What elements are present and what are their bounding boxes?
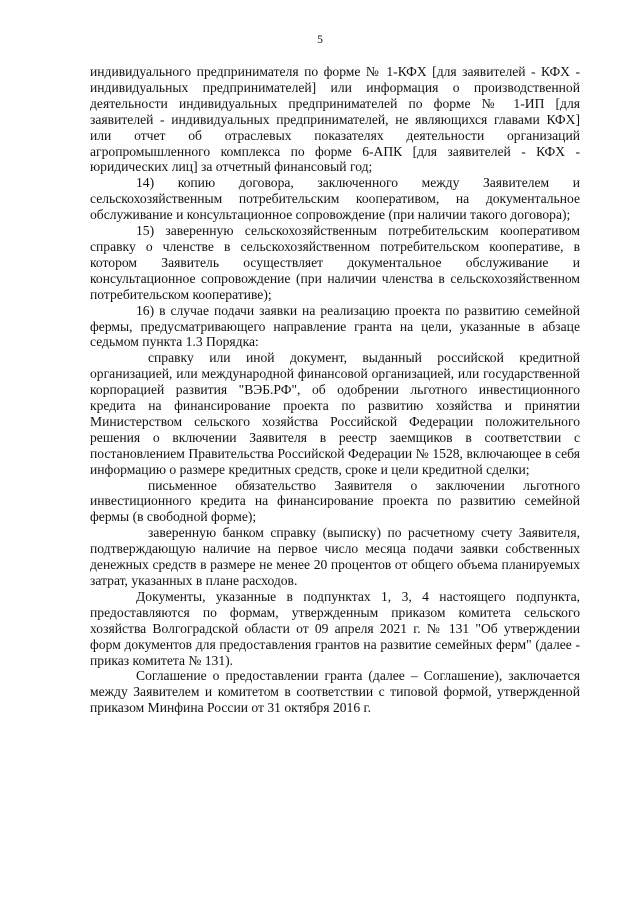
paragraph-agreement: Соглашение о предоставлении гранта (далее – Соглашение), заключается между Заявителем и комитетом в соответствии с типовой формой, утвержденной приказом Минфина России от 31 октября 2016 г. — [90, 668, 580, 716]
paragraph-bank-statement: заверенную банком справку (выписку) по расчетному счету Заявителя, подтверждающую наличие на первое число месяца подачи заявки собственных денежных средств в размере не менее 20 процентов от общего объема планируемых затрат, указанных в плане расходов. — [90, 525, 580, 588]
page-number: 5 — [317, 34, 323, 46]
paragraph-item-16: 16) в случае подачи заявки на реализацию проекта по развитию семейной фермы, предусматривающего направление гранта на цели, указанные в абзаце седьмом пункта 1.3 Порядка: — [90, 302, 580, 350]
paragraph-credit-certificate: справку или иной документ, выданный российской кредитной организацией, или международной финансовой организацией, или государственной корпорацией развития "ВЭБ.РФ", об одобрении льготного инвестиционного кредита на финансирование проекта по развитию хозяйства и принятии Министерством сельского хозяйства Российской Федерации положительного решения о включении Заявителя в реестр заемщиков в соответствии с постановлением Правительства Российской Федерации № 1528, включающее в себя информацию о размере кредитных средств, сроке и цели кредитной сделки; — [90, 350, 580, 477]
paragraph-documents-forms: Документы, указанные в подпунктах 1, 3, 4 настоящего подпункта, предоставляются по формам, утвержденным приказом комитета сельского хозяйства Волгоградской области от 09 апреля 2021 г. № 131 "Об утверждении форм документов для предоставления грантов на развитие семейных ферм" (далее - приказ комитета № 131). — [90, 588, 580, 668]
paragraph-written-obligation: письменное обязательство Заявителя о заключении льготного инвестиционного кредита на финансирование проекта по развитию семейной фермы (в свободной форме); — [90, 477, 580, 525]
paragraph-continuation: индивидуального предпринимателя по форме № 1-КФХ [для заявителей - КФХ - индивидуальных предпринимателей] или информация о производственной деятельности индивидуальных предпринимателей по форме № 1-ИП [для заявителей - индивидуальных предпринимателей, не являющихся главами КФХ] или отчет об отраслевых показателях деятельности организаций агропромышленного комплекса по форме 6-АПК [для заявителей - КФХ - юридических лиц] за отчетный финансовый год; — [90, 64, 580, 175]
paragraph-item-15: 15) заверенную сельскохозяйственным потребительским кооперативом справку о членстве в сельскохозяйственном потребительском кооперативе, в котором Заявитель осуществляет документальное обслуживание и консультационное сопровождение (при наличии членства в сельскохозяйственном потребительском кооперативе); — [90, 223, 580, 302]
paragraph-item-14: 14) копию договора, заключенного между Заявителем и сельскохозяйственным потребительским кооперативом, на документальное обслуживание и консультационное сопровождение (при наличии такого договора); — [90, 175, 580, 223]
document-body — [90, 64, 580, 716]
